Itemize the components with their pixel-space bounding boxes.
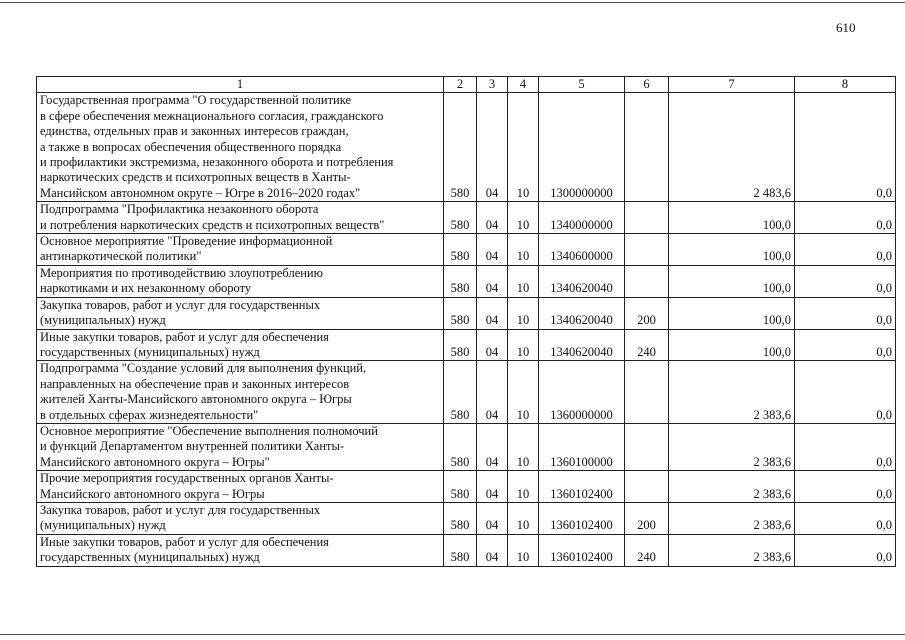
expense-type-cell [625,265,669,297]
expense-type-cell [625,361,669,424]
table-row [37,471,896,503]
table-row [37,297,896,329]
subsection-code-cell: 10 [508,361,539,424]
subsection-code-cell: 10 [508,234,539,266]
row-name-cell: Закупка товаров, работ и услуг для государственных (муниципальных) нужд [37,502,444,534]
row-name-cell: Закупка товаров, работ и услуг для государственных (муниципальных) нужд [37,297,444,329]
column-header: 3 [477,77,508,93]
row-name-cell: Подпрограмма "Профилактика незаконного оборота и потребления наркотических средств и психотропных веществ" [37,202,444,234]
amount-cell: 0,0 [795,202,896,234]
subsection-code-cell: 10 [508,502,539,534]
expense-type-cell [625,471,669,503]
column-header: 5 [539,77,625,93]
amount-cell: 2 383,6 [669,471,795,503]
column-header: 1 [37,77,444,93]
target-article-cell: 1360102400 [539,534,625,566]
amount-cell: 2 383,6 [669,423,795,470]
amount-cell: 0,0 [795,93,896,202]
table-row [37,202,896,234]
expense-type-cell [625,93,669,202]
amount-cell: 2 383,6 [669,361,795,424]
column-header: 4 [508,77,539,93]
section-code-cell: 04 [477,423,508,470]
subsection-code-cell: 10 [508,265,539,297]
amount-cell: 0,0 [795,502,896,534]
section-code-cell: 04 [477,93,508,202]
target-article-cell: 1340620040 [539,297,625,329]
expense-type-cell: 240 [625,329,669,361]
row-name-cell: Прочие мероприятия государственных органов Ханты- Мансийского автономного округа – Югры [37,471,444,503]
amount-cell: 0,0 [795,297,896,329]
subsection-code-cell: 10 [508,471,539,503]
row-name-cell: Подпрограмма "Создание условий для выполнения функций, направленных на обеспечение прав и законных интересов жителей Ханты-Мансийского автономного округа – Югры в отдельных сферах жизнедеятельности" [37,361,444,424]
expense-type-cell: 200 [625,297,669,329]
budget-table-body [37,77,896,567]
section-code-cell: 04 [477,471,508,503]
table-row [37,265,896,297]
row-name-cell: Иные закупки товаров, работ и услуг для обеспечения государственных (муниципальных) нужд [37,329,444,361]
row-name-cell: Основное мероприятие "Проведение информационной антинаркотической политики" [37,234,444,266]
target-article-cell: 1360000000 [539,361,625,424]
row-name-cell: Основное мероприятие "Обеспечение выполнения полномочий и функций Департаментом внутренней политики Ханты- Мансийского автономного округа – Югры" [37,423,444,470]
section-code-cell: 04 [477,361,508,424]
table-row [37,534,896,566]
target-article-cell: 1360100000 [539,423,625,470]
amount-cell: 100,0 [669,329,795,361]
amount-cell: 100,0 [669,297,795,329]
target-article-cell: 1340620040 [539,329,625,361]
expense-type-cell: 200 [625,502,669,534]
table-row [37,502,896,534]
page-number: 610 [836,20,856,35]
scan-edge-top [0,2,905,3]
section-code-cell: 04 [477,329,508,361]
column-header: 6 [625,77,669,93]
subsection-code-cell: 10 [508,534,539,566]
section-code-cell: 04 [477,234,508,266]
amount-cell: 0,0 [795,423,896,470]
table-row [37,423,896,470]
row-name-cell: Иные закупки товаров, работ и услуг для обеспечения государственных (муниципальных) нужд [37,534,444,566]
amount-cell: 0,0 [795,471,896,503]
expense-type-cell [625,423,669,470]
scan-edge-bottom [0,634,905,635]
target-article-cell: 1340600000 [539,234,625,266]
expense-type-cell: 240 [625,534,669,566]
section-code-cell: 04 [477,502,508,534]
amount-cell: 0,0 [795,534,896,566]
ministry-code-cell: 580 [444,297,477,329]
amount-cell: 0,0 [795,329,896,361]
table-row [37,234,896,266]
amount-cell: 2 483,6 [669,93,795,202]
section-code-cell: 04 [477,297,508,329]
ministry-code-cell: 580 [444,329,477,361]
column-header: 2 [444,77,477,93]
ministry-code-cell: 580 [444,361,477,424]
subsection-code-cell: 10 [508,329,539,361]
target-article-cell: 1360102400 [539,502,625,534]
row-name-cell: Мероприятия по противодействию злоупотреблению наркотиками и их незаконному обороту [37,265,444,297]
column-header: 8 [795,77,896,93]
amount-cell: 100,0 [669,234,795,266]
ministry-code-cell: 580 [444,423,477,470]
expense-type-cell [625,234,669,266]
column-header: 7 [669,77,795,93]
section-code-cell: 04 [477,202,508,234]
subsection-code-cell: 10 [508,297,539,329]
subsection-code-cell: 10 [508,93,539,202]
amount-cell: 0,0 [795,265,896,297]
ministry-code-cell: 580 [444,202,477,234]
target-article-cell: 1340000000 [539,202,625,234]
amount-cell: 0,0 [795,234,896,266]
section-code-cell: 04 [477,534,508,566]
expense-type-cell [625,202,669,234]
row-name-cell: Государственная программа "О государственной политике в сфере обеспечения межнационального согласия, гражданского единства, отдельных прав и законных интересов граждан, а также в вопросах обеспечения общественного порядка и профилактики экстремизма, незаконного оборота и потребления наркотических средств и психотропных веществ в Ханты- Мансийском автономном округе – Югре в 2016–2020 годах" [37,93,444,202]
ministry-code-cell: 580 [444,234,477,266]
header-row [37,77,896,93]
subsection-code-cell: 10 [508,423,539,470]
table-row [37,329,896,361]
target-article-cell: 1360102400 [539,471,625,503]
section-code-cell: 04 [477,265,508,297]
amount-cell: 0,0 [795,361,896,424]
ministry-code-cell: 580 [444,93,477,202]
amount-cell: 2 383,6 [669,502,795,534]
ministry-code-cell: 580 [444,534,477,566]
amount-cell: 2 383,6 [669,534,795,566]
subsection-code-cell: 10 [508,202,539,234]
amount-cell: 100,0 [669,265,795,297]
budget-table [36,76,896,567]
target-article-cell: 1340620040 [539,265,625,297]
table-row [37,361,896,424]
amount-cell: 100,0 [669,202,795,234]
target-article-cell: 1300000000 [539,93,625,202]
ministry-code-cell: 580 [444,265,477,297]
ministry-code-cell: 580 [444,502,477,534]
table-row [37,93,896,202]
ministry-code-cell: 580 [444,471,477,503]
